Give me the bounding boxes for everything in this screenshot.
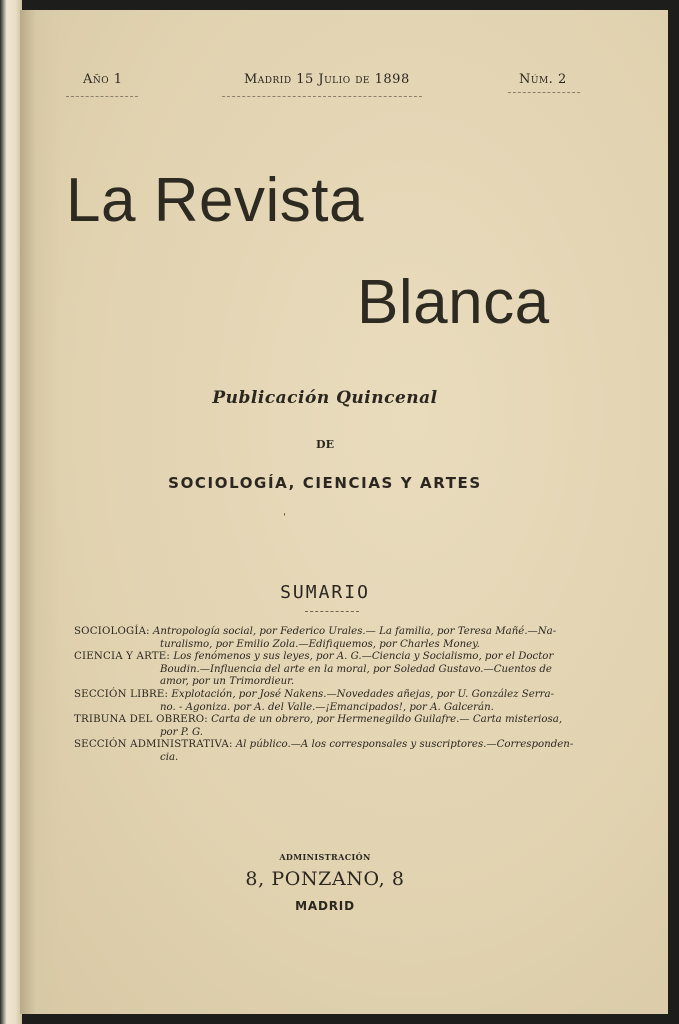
summary-heading: SUMARIO	[280, 582, 370, 603]
section-name: SOCIOLOGÍA:	[74, 626, 150, 637]
summary-entry	[74, 689, 594, 714]
subtitle-connector: DE	[316, 438, 334, 451]
entry-text: Los fenómenos y sus leyes, por A. G.—Ciencia y Socialismo, por el Doctor	[173, 651, 554, 663]
administration-label: ADMINISTRACIÓN	[279, 852, 371, 862]
section-name: CIENCIA Y ARTE:	[74, 651, 171, 663]
administration-city: MADRID	[295, 899, 355, 913]
entry-text: Antropología social, por Federico Urales.— La familia, por Teresa Mañé.—Na-	[153, 626, 557, 637]
summary-entry	[74, 714, 594, 739]
entry-text: por P. G.	[160, 726, 204, 738]
date-underline	[222, 92, 422, 97]
summary-entry	[74, 626, 594, 651]
issue-year: Año 1	[83, 72, 123, 87]
entry-text: cia.	[160, 751, 179, 763]
entry-text: Boudin.—Influencia del arte en la moral, por Soledad Gustavo.—Cuentos de	[160, 663, 552, 675]
publication-type: Publicación Quincenal	[212, 388, 438, 408]
section-name: TRIBUNA DEL OBRERO:	[74, 714, 208, 726]
page-fold-shadow	[20, 10, 60, 1014]
ink-speck: ˈ	[283, 513, 286, 524]
entry-text: turalismo, por Emilio Zola.—Edifiquemos, por Charles Money.	[160, 638, 480, 650]
entry-text: amor, por un Trimordieur.	[160, 676, 295, 688]
section-name: SECCIÓN ADMINISTRATIVA:	[74, 739, 233, 751]
section-name: SECCIÓN LIBRE:	[74, 688, 169, 700]
summary-entry	[74, 739, 594, 764]
issue-number: Núm. 2	[519, 72, 567, 87]
number-underline	[508, 88, 580, 93]
masthead-title-line2: Blanca	[357, 268, 550, 337]
summary-entry	[74, 651, 594, 689]
entry-text: Al público.—A los corresponsales y suscriptores.—Corresponden-	[235, 739, 574, 751]
entry-text: Carta de un obrero, por Hermenegildo Guilafre.— Carta misteriosa,	[211, 714, 563, 726]
administration-address: 8, PONZANO, 8	[245, 868, 405, 890]
year-underline	[66, 92, 138, 97]
issue-date: Madrid 15 Julio de 1898	[244, 72, 410, 87]
summary-list	[74, 626, 594, 765]
summary-underline	[305, 611, 359, 612]
entry-text: Explotación, por José Nakens.—Novedades añejas, por U. González Serra-	[171, 688, 555, 700]
masthead-title-line1: La Revista	[66, 166, 364, 235]
entry-text: no. - Agoniza. por A. del Valle.—¡Emancipados!, por A. Galcerán.	[160, 701, 494, 713]
subtitle: SOCIOLOGÍA, CIENCIAS Y ARTES	[168, 474, 482, 492]
magazine-cover-page	[22, 10, 668, 1014]
